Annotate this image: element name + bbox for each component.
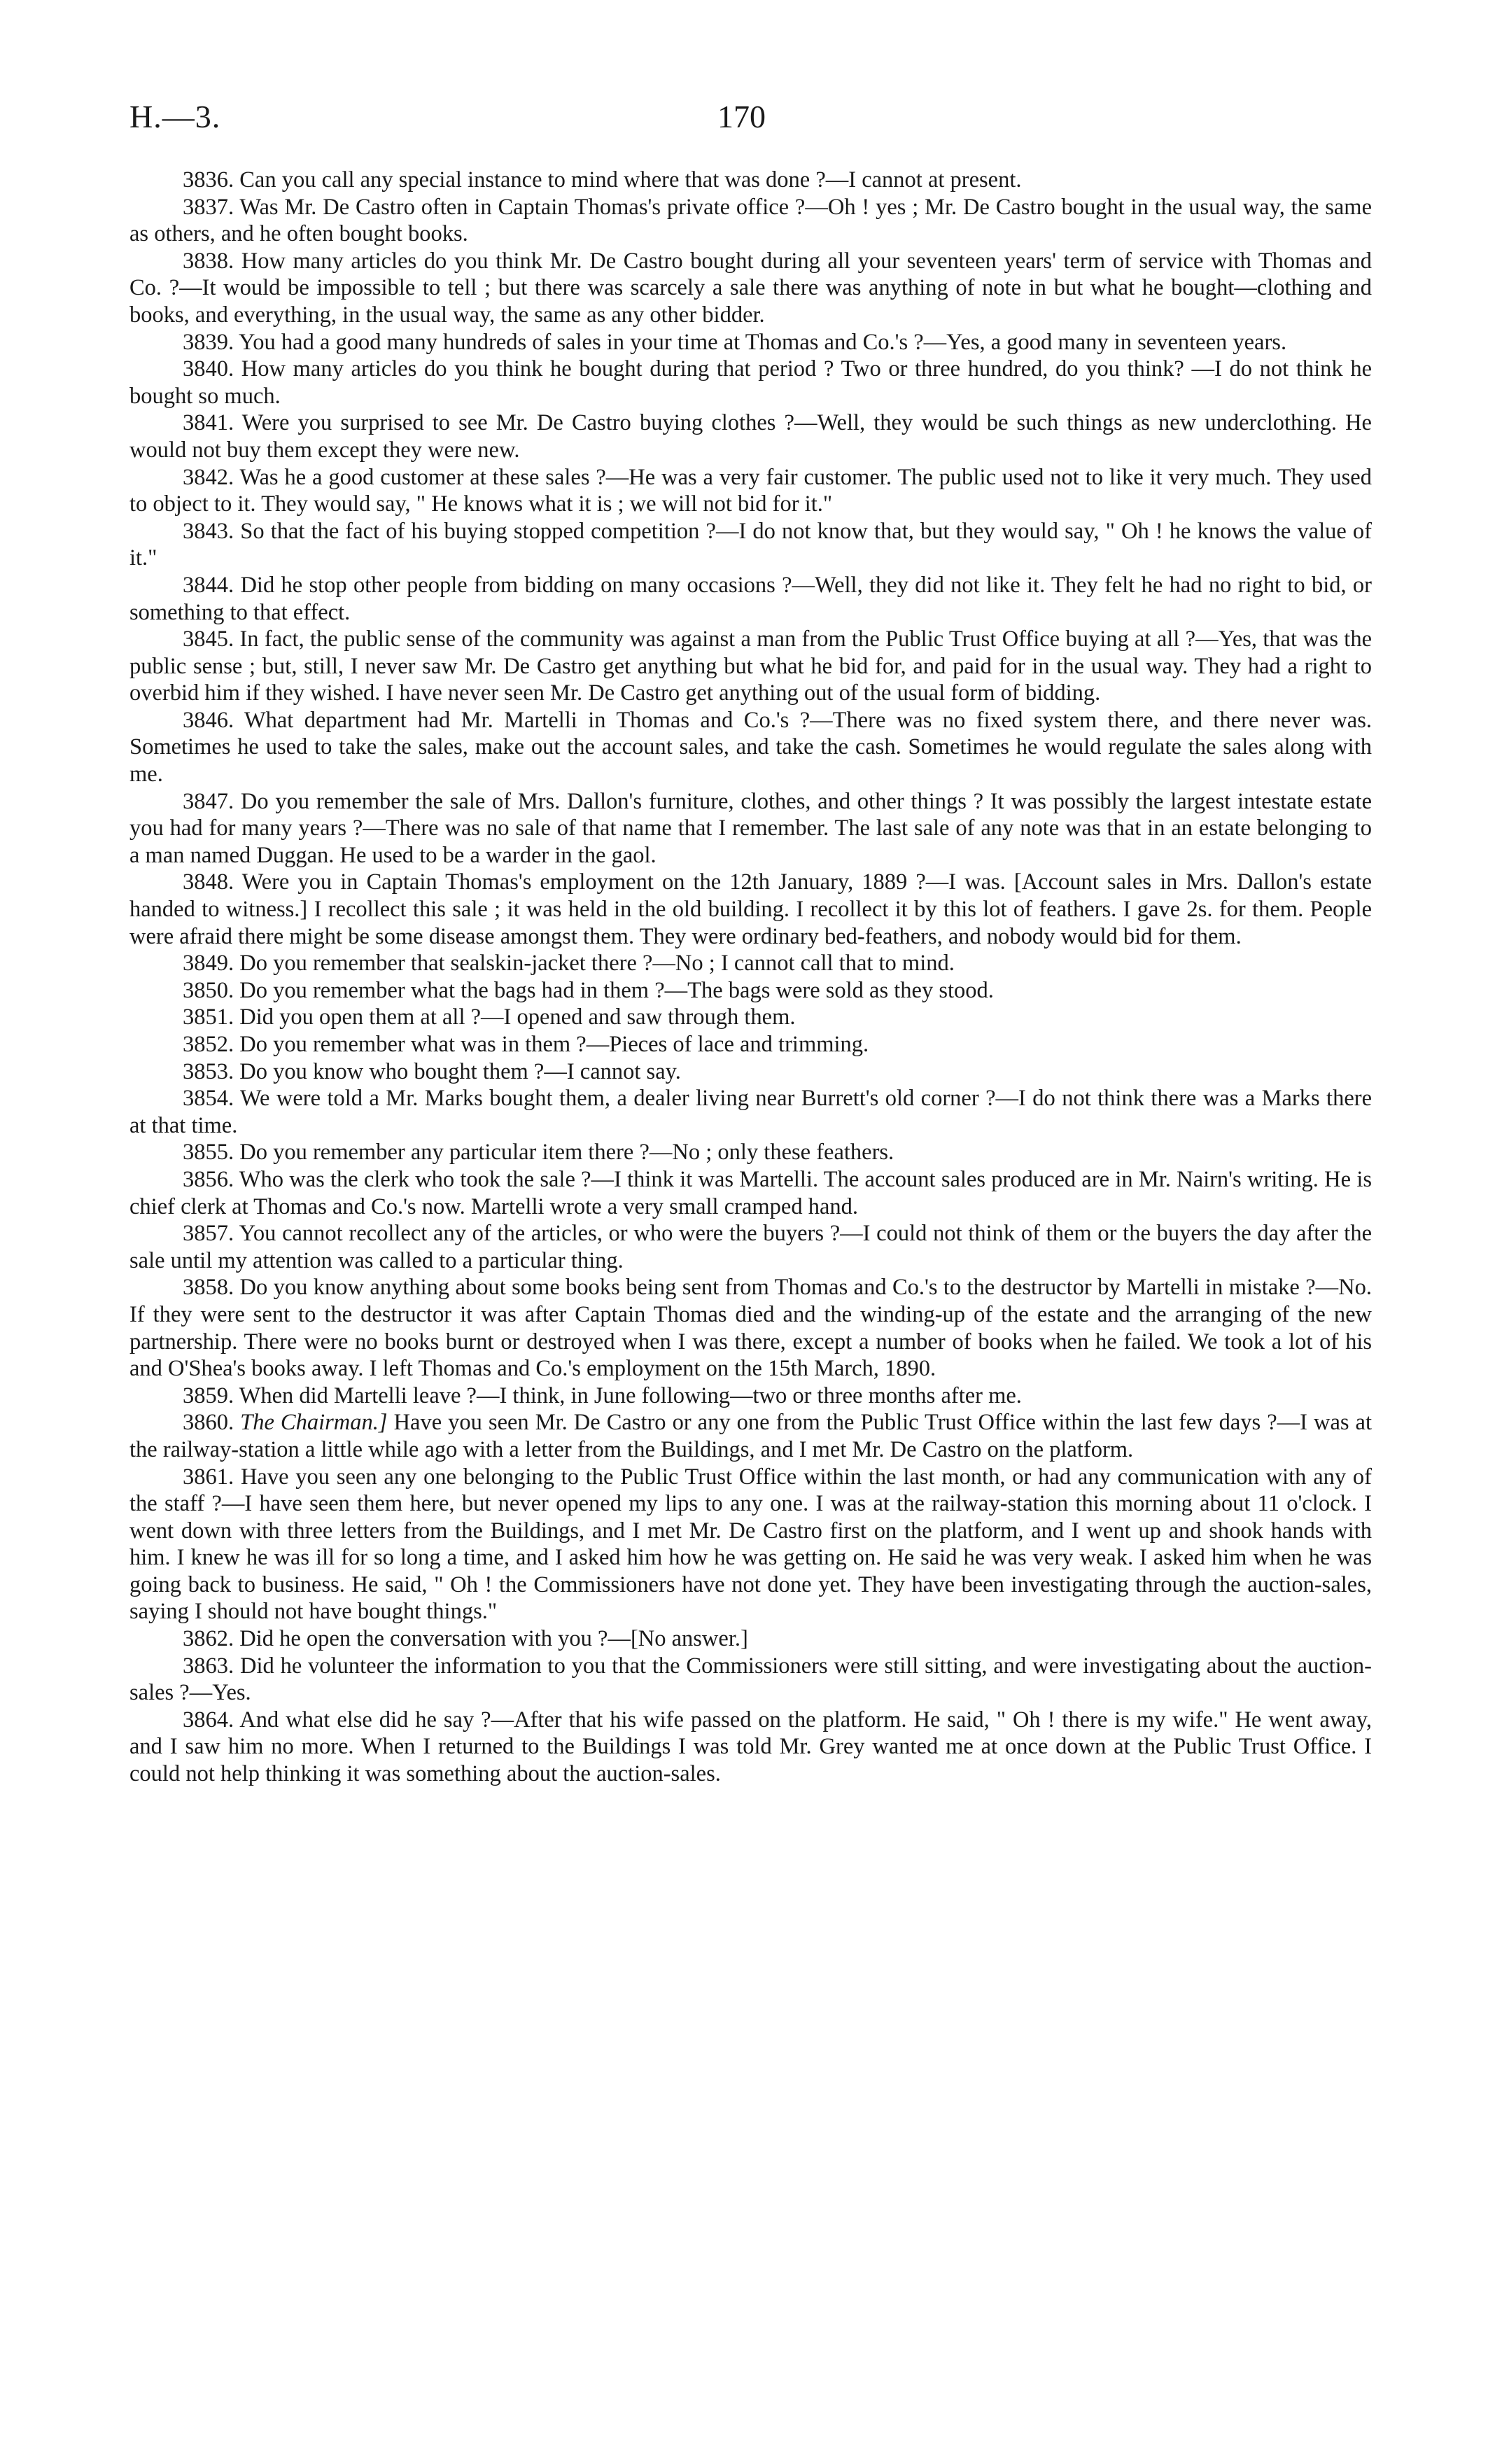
paragraph-text: Did he stop other people from bidding on many occasions ?—Well, they did not like it. They felt he had no right to bid, or something to that effect.: [129, 572, 1372, 625]
question-number: 3853.: [183, 1058, 234, 1084]
paragraph-3840: [129, 356, 1372, 410]
question-number: 3851.: [183, 1004, 234, 1030]
paragraph-text: You cannot recollect any of the articles, or who were the buyers ?—I could not think of them or the buyers the day after the sale until my attention was called to a particular thing.: [129, 1221, 1372, 1273]
paragraph-text: We were told a Mr. Marks bought them, a dealer living near Burrett's old corner ?—I do not think there was a Marks there at that time.: [129, 1086, 1372, 1138]
speaker-label: The Chairman.]: [240, 1410, 388, 1436]
paragraph-3845: [129, 626, 1372, 707]
paragraph-3863: [129, 1653, 1372, 1707]
paragraph-text: Do you know who bought them ?—I cannot say.: [239, 1058, 681, 1084]
question-number: 3858.: [183, 1275, 234, 1301]
question-number: 3854.: [183, 1086, 234, 1112]
paragraph-3860: [129, 1409, 1372, 1463]
question-number: 3860.: [183, 1410, 234, 1436]
paragraph-text: Were you in Captain Thomas's employment on the 12th January, 1889 ?—I was. [Account sales in Mrs. Dallon's estate handed to witness.] I recollect this sale ; it was held in the old building. I recollect it by this lot of feathers. I gave 2s. for them. People were afraid there might be some disease amongst them. They were ordinary bed-feathers, and nobody would bid for them.: [129, 869, 1372, 949]
paragraph-3853: [129, 1058, 1372, 1086]
question-number: 3844.: [183, 572, 234, 598]
paragraph-text: Do you remember what the bags had in them ?—The bags were sold as they stood.: [239, 977, 994, 1003]
paragraph-text: What department had Mr. Martelli in Thomas and Co.'s ?—There was no fixed system there, and there never was. Sometimes he used to take the sales, make out the account sales, and take the cash. Sometimes he would regulate the sales along with me.: [129, 707, 1372, 788]
paragraph-text: Did he volunteer the information to you that the Commissioners were still sitting, and were investigating about the auction-sales ?—Yes.: [129, 1653, 1372, 1706]
paragraph-3842: [129, 464, 1372, 518]
question-number: 3840.: [183, 356, 234, 382]
paragraph-text: Was he a good customer at these sales ?—He was a very fair customer. The public used not to like it very much. They used to object to it. They would say, " He knows what it is ; we will not bid for it.": [129, 464, 1372, 517]
paragraph-3837: [129, 194, 1372, 248]
paragraph-text: Did you open them at all ?—I opened and saw through them.: [239, 1004, 796, 1030]
question-number: 3850.: [183, 977, 234, 1003]
paragraph-text: Do you remember the sale of Mrs. Dallon's furniture, clothes, and other things ? It was possibly the largest intestate estate you had for many years ?—There was no sale of that name that I remember. The last sale of any note was that in an estate belonging to a man named Duggan. He used to be a warder in the gaol.: [129, 788, 1373, 868]
question-number: 3859.: [183, 1382, 234, 1408]
question-number: 3848.: [183, 869, 234, 895]
paragraph-text: Do you know anything about some books being sent from Thomas and Co.'s to the destructor by Martelli in mistake ?—No. If they were sent to the destructor it was after Captain Thomas died and the winding-up of the estate and the arranging of the new partnership. There were no books burnt or destroyed when I was there, except a number of books when he failed. We took a lot of his and O'Shea's books away. I left Thomas and Co.'s employment on the 15th March, 1890.: [129, 1275, 1372, 1382]
paragraph-text: How many articles do you think he bought during that period ? Two or three hundred, do you think? —I do not think he bought so much.: [129, 356, 1373, 409]
question-number: 3855.: [183, 1140, 234, 1166]
question-number: 3839.: [183, 329, 234, 355]
question-number: 3841.: [183, 410, 234, 436]
paragraph-3841: [129, 410, 1372, 463]
question-number: 3849.: [183, 951, 234, 976]
paragraph-3850: [129, 977, 1372, 1004]
paragraph-3843: [129, 518, 1372, 572]
paragraph-3849: [129, 950, 1372, 977]
question-number: 3846.: [183, 707, 234, 733]
paragraph-text: Were you surprised to see Mr. De Castro buying clothes ?—Well, they would be such things as new underclothing. He would not buy them except they were new.: [129, 410, 1372, 463]
paragraph-text: Did he open the conversation with you ?—[No answer.]: [239, 1626, 748, 1652]
paragraph-text: Was Mr. De Castro often in Captain Thomas's private office ?—Oh ! yes ; Mr. De Castro bought in the usual way, the same as others, and he often bought books.: [129, 194, 1372, 247]
testimony-body: [129, 167, 1372, 1788]
paragraph-3852: [129, 1031, 1372, 1058]
question-number: 3863.: [183, 1653, 234, 1679]
paragraph-text: How many articles do you think Mr. De Castro bought during all your seventeen years' term of service with Thomas and Co. ?—It would be impossible to tell ; but there was scarcely a sale there was anything of note in but what he bought—clothing and books, and everything, in the usual way, the same as any other bidder.: [129, 248, 1373, 328]
document-reference: H.—3.: [129, 99, 221, 134]
page-header: [129, 98, 1372, 147]
paragraph-3862: [129, 1625, 1372, 1653]
paragraph-3855: [129, 1139, 1372, 1166]
paragraph-text: Do you remember that sealskin-jacket there ?—No ; I cannot call that to mind.: [239, 951, 955, 976]
paragraph-3851: [129, 1004, 1372, 1031]
question-number: 3836.: [183, 167, 234, 192]
paragraph-3836: [129, 167, 1372, 194]
question-number: 3842.: [183, 464, 234, 490]
question-number: 3864.: [183, 1707, 234, 1732]
paragraph-3856: [129, 1166, 1372, 1220]
paragraph-3838: [129, 248, 1372, 329]
question-number: 3847.: [183, 788, 234, 814]
paragraph-3857: [129, 1220, 1372, 1274]
paragraph-text: Have you seen Mr. De Castro or any one from the Public Trust Office within the last few days ?—I was at the railway-station a little while ago with a letter from the Buildings, and I met Mr. De Castro on the platform.: [129, 1410, 1372, 1462]
paragraph-3858: [129, 1274, 1372, 1382]
paragraph-3839: [129, 329, 1372, 356]
paragraph-3844: [129, 572, 1372, 626]
paragraph-3854: [129, 1085, 1372, 1139]
paragraph-3861: [129, 1464, 1372, 1626]
paragraph-text: You had a good many hundreds of sales in your time at Thomas and Co.'s ?—Yes, a good many in seventeen years.: [239, 329, 1287, 355]
paragraph-3847: [129, 788, 1372, 869]
paragraph-3846: [129, 707, 1372, 788]
question-number: 3843.: [183, 518, 234, 544]
page-number: 170: [717, 99, 766, 134]
paragraph-text: Can you call any special instance to mind where that was done ?—I cannot at present.: [239, 167, 1022, 192]
question-number: 3845.: [183, 626, 234, 652]
question-number: 3852.: [183, 1032, 234, 1057]
paragraph-3859: [129, 1382, 1372, 1410]
question-number: 3861.: [183, 1464, 234, 1490]
question-number: 3857.: [183, 1221, 234, 1247]
question-number: 3838.: [183, 248, 234, 274]
paragraph-text: Who was the clerk who took the sale ?—I think it was Martelli. The account sales produced are in Mr. Nairn's writing. He is chief clerk at Thomas and Co.'s now. Martelli wrote a very small cramped hand.: [129, 1166, 1372, 1219]
question-number: 3856.: [183, 1166, 234, 1192]
paragraph-text: Do you remember what was in them ?—Pieces of lace and trimming.: [239, 1032, 869, 1057]
question-number: 3862.: [183, 1626, 234, 1652]
paragraph-text: Have you seen any one belonging to the Public Trust Office within the last month, or had any communication with any of the staff ?—I have seen them here, but never opened my lips to any one. I was at the railway-station this morning about 11 o'clock. I went down with three letters from the Buildings, and I met Mr. De Castro first on the platform, and I went up and shook hands with him. I knew he was ill for so long a time, and I asked him how he was getting on. He said he was very weak. I asked him when he was going back to business. He said, " Oh ! the Commissioners have not done yet. They have been investigating through the auction-sales, saying I should not have bought things.": [129, 1464, 1373, 1625]
question-number: 3837.: [183, 194, 234, 220]
paragraph-text: In fact, the public sense of the community was against a man from the Public Trust Office buying at all ?—Yes, that was the public sense ; but, still, I never saw Mr. De Castro get anything but what he bid for, and paid for in the usual way. They had a right to overbid him if they wished. I have never seen Mr. De Castro get anything out of the usual form of bidding.: [129, 626, 1373, 706]
paragraph-text: And what else did he say ?—After that his wife passed on the platform. He said, " Oh ! there is my wife." He went away, and I saw him no more. When I returned to the Buildings I was told Mr. Grey wanted me at once down at the Public Trust Office. I could not help thinking it was something about the auction-sales.: [129, 1707, 1372, 1787]
paragraph-3848: [129, 869, 1372, 950]
paragraph-text: So that the fact of his buying stopped competition ?—I do not know that, but they would say, " Oh ! he knows the value of it.": [129, 518, 1372, 571]
paragraph-text: Do you remember any particular item there ?—No ; only these feathers.: [239, 1140, 894, 1166]
paragraph-3864: [129, 1707, 1372, 1788]
paragraph-text: When did Martelli leave ?—I think, in June following—two or three months after me.: [239, 1382, 1022, 1408]
